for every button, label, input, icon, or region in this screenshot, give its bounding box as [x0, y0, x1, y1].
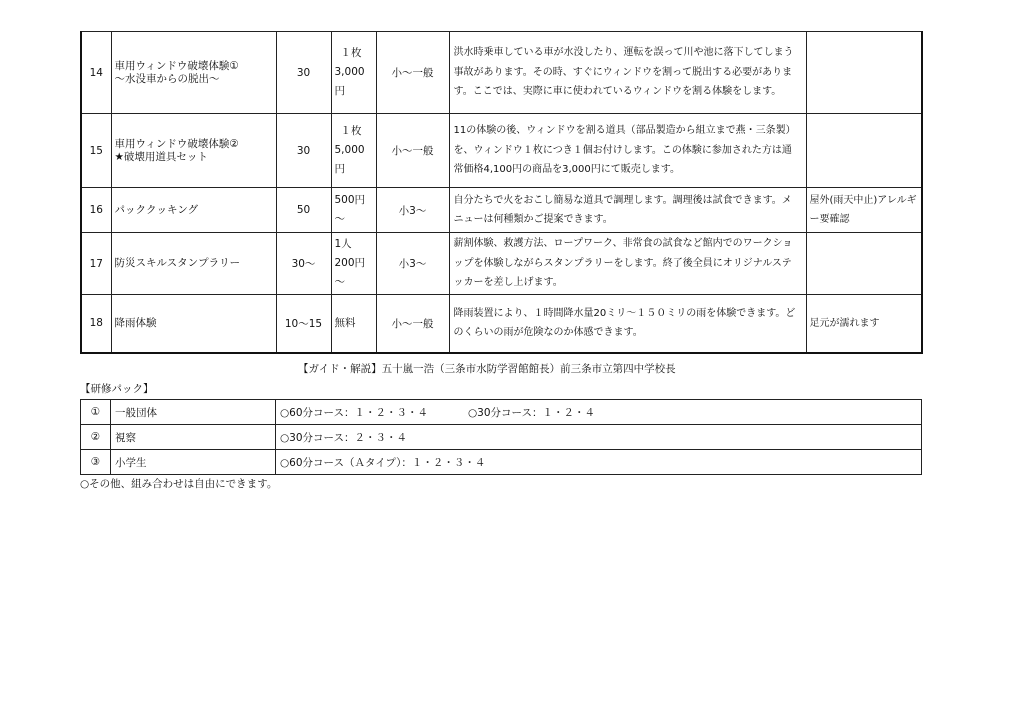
program-name-line2: ～水没車からの脱出～: [114, 72, 220, 85]
price-line1: 無料: [334, 316, 356, 329]
row-number: 14: [81, 32, 111, 114]
description: 洪水時乗車している車が水没したり、運転を誤って川や池に落下してしまう事故があります。その時、すぐにウィンドウを割って脱出する必要があります。ここでは、実際に車に使われているウィンドウを割る体験をします。: [449, 32, 806, 114]
price: [331, 32, 376, 114]
program-name-line2: ★破壊用道具セット: [114, 150, 208, 163]
program-name: [111, 114, 276, 188]
pack-group: 一般団体: [111, 400, 276, 425]
program-table: [80, 31, 923, 354]
row-number: 15: [81, 114, 111, 188]
target-audience: 小～一般: [376, 114, 449, 188]
course-option: ○30分コース：２・３・４: [280, 431, 407, 444]
pack-number: ②: [81, 425, 111, 450]
capacity: 10～15: [276, 295, 331, 353]
table-row: [81, 295, 922, 353]
price-line1: 1人: [334, 238, 352, 250]
table-row: [81, 114, 922, 188]
capacity: 50: [276, 188, 331, 233]
price-line2: 200円～: [334, 257, 366, 288]
program-name-line1: 車用ウィンドウ破壊体験②: [114, 137, 239, 150]
price: [331, 233, 376, 295]
row-number: 17: [81, 233, 111, 295]
pack-number: ③: [81, 450, 111, 475]
training-pack-title: 【研修パック】: [80, 383, 154, 395]
pack-courses: [276, 400, 922, 425]
price-line2: 3,000円: [334, 66, 365, 97]
program-name: [111, 295, 276, 353]
table-row: [81, 400, 922, 425]
capacity: 30: [276, 32, 331, 114]
description: 11の体験の後、ウィンドウを割る道具（部品製造から組立まで燕・三条製）を、ウィンドウ１枚につき１個お付けします。この体験に参加された方は通常価格4,100円の商品を3,000円にて販売します。: [449, 114, 806, 188]
program-name-line1: 車用ウィンドウ破壊体験①: [114, 59, 239, 72]
program-name-line1: 降雨体験: [114, 316, 157, 329]
price-line1: １枚: [340, 47, 362, 59]
capacity: 30: [276, 114, 331, 188]
note: [806, 114, 922, 188]
price-line2: 5,000円: [334, 144, 365, 175]
note: [806, 233, 922, 295]
price: [331, 114, 376, 188]
pack-number: ①: [81, 400, 111, 425]
training-pack-table: [80, 399, 922, 475]
program-name-line1: 防災スキルスタンプラリー: [114, 257, 241, 269]
target-audience: 小3～: [376, 188, 449, 233]
program-name: [111, 233, 276, 295]
table-row: [81, 32, 922, 114]
note: [806, 32, 922, 114]
row-number: 16: [81, 188, 111, 233]
course-option: ○60分コース（Ａタイプ）：１・２・３・４: [280, 456, 486, 469]
table-row: [81, 233, 922, 295]
target-audience: 小～一般: [376, 32, 449, 114]
program-name-line1: パッククッキング: [114, 203, 199, 216]
pack-group: 視察: [111, 425, 276, 450]
price-line1: 500円～: [334, 194, 366, 225]
table-row: [81, 188, 922, 233]
pack-group: 小学生: [111, 450, 276, 475]
footnote: ○その他、組み合わせは自由にできます。: [80, 478, 278, 490]
program-name: [111, 188, 276, 233]
pack-courses: [276, 425, 922, 450]
description: 薪割体験、救護方法、ロープワーク、非常食の試食など館内でのワークショップを体験しながらスタンプラリーをします。終了後全員にオリジナルステッカーを差し上げます。: [449, 233, 806, 295]
row-number: 18: [81, 295, 111, 353]
note: 屋外(雨天中止)アレルギー要確認: [806, 188, 922, 233]
description: 降雨装置により、１時間降水量20ミリ～１５０ミリの雨を体験できます。どのくらいの雨が危険なのか体感できます。: [449, 295, 806, 353]
course-option: ○60分コース：１・２・３・４: [280, 406, 428, 419]
target-audience: 小～一般: [376, 295, 449, 353]
course-option: ○30分コース：１・２・４: [468, 406, 595, 419]
pack-courses: [276, 450, 922, 475]
target-audience: 小3～: [376, 233, 449, 295]
capacity: 30～: [276, 233, 331, 295]
guide-credit: 【ガイド・解説】五十嵐一浩（三条市水防学習館館長）前三条市立第四中学校長: [298, 363, 676, 375]
program-name: [111, 32, 276, 114]
table-row: [81, 425, 922, 450]
description: 自分たちで火をおこし簡易な道具で調理します。調理後は試食できます。メニューは何種類かご提案できます。: [449, 188, 806, 233]
note: 足元が濡れます: [806, 295, 922, 353]
price-line1: １枚: [340, 125, 362, 137]
table-row: [81, 450, 922, 475]
price: [331, 188, 376, 233]
price: [331, 295, 376, 353]
